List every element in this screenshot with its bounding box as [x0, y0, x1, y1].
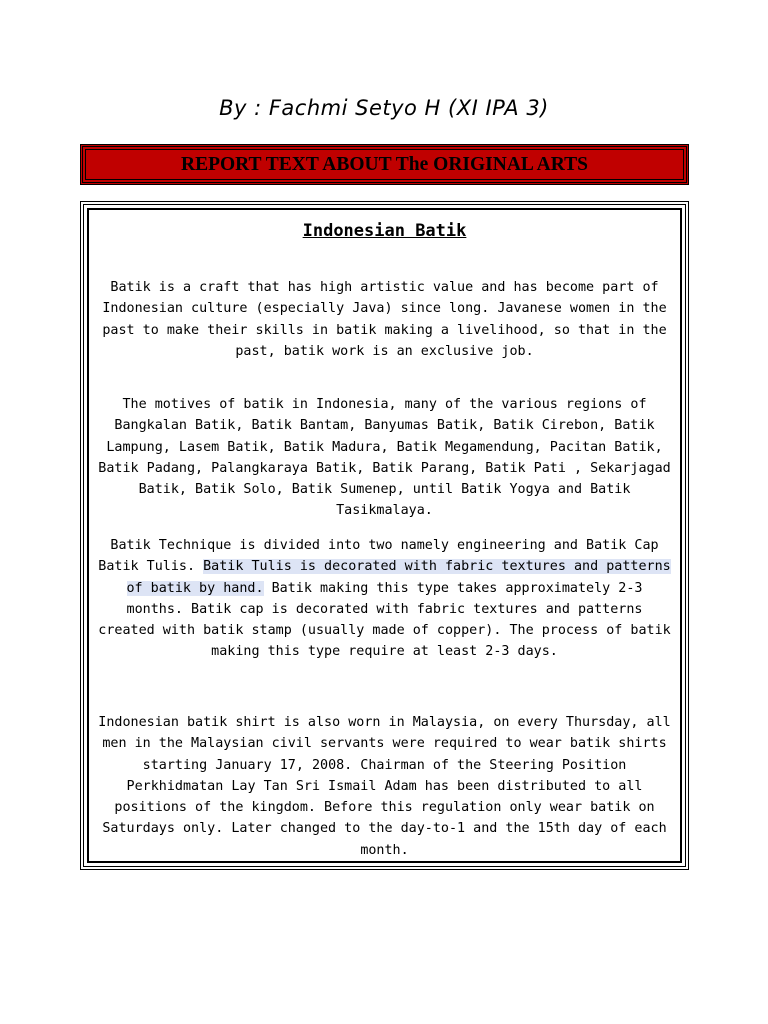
- paragraph-batik-motives: The motives of batik in Indonesia, many of the various regions of Bangkalan Batik, Batik Bantam, Banyumas Batik, Batik Cirebon, Batik Lampung, Lasem Batik, Batik Madura, Batik Megamendung, Pacitan Batik, Batik Padang, Palangkaraya Batik, Batik Parang, Batik Pati , Sekarjagad Batik, Batik Solo, Batik Sumenep, until Batik Yogya and Batik Tasikmalaya.: [98, 397, 671, 519]
- report-text-inner: [87, 208, 682, 863]
- report-banner: [80, 144, 689, 185]
- highlighted-sentence: Batik Tulis is decorated with fabric textures and patterns of batik by hand.: [126, 559, 671, 596]
- report-banner-inner: [85, 149, 684, 180]
- banner-title: REPORT TEXT ABOUT The ORIGINAL ARTS: [180, 153, 588, 175]
- report-title: Indonesian Batik: [302, 221, 467, 241]
- paragraph-introduction: Batik is a craft that has high artistic value and has become part of Indonesian culture (especially Java) since long. Javanese women in the past to make their skills in batik making a livelihood, so that in the past, batik work is an exclusive job.: [102, 280, 667, 359]
- paragraph-technique-rest: Batik making this type takes approximately 2-3 months. Batik cap is decorated with fabric textures and patterns created with batik stamp (usually made of copper). The process of batik making this type require at least 2-3 days.: [98, 580, 671, 660]
- report-text-box: [80, 201, 689, 870]
- paragraph-technique-intro: Batik Technique is divided into two namely engineering and Batik Cap Batik Tulis.: [98, 538, 659, 575]
- paragraph-batik-technique: [95, 535, 674, 663]
- paragraph-batik-malaysia: Indonesian batik shirt is also worn in Malaysia, on every Thursday, all men in the Malaysian civil servants were required to wear batik shirts starting January 17, 2008. Chairman of the Steering Position Perkhidmatan Lay Tan Sri Ismail Adam has been distributed to all positions of the kingdom. Before this regulation only wear batik on Saturdays only. Later changed to the day-to-1 and the 15th day of each month.: [98, 715, 671, 858]
- author-byline: By : Fachmi Setyo H (XI IPA 3): [219, 96, 549, 120]
